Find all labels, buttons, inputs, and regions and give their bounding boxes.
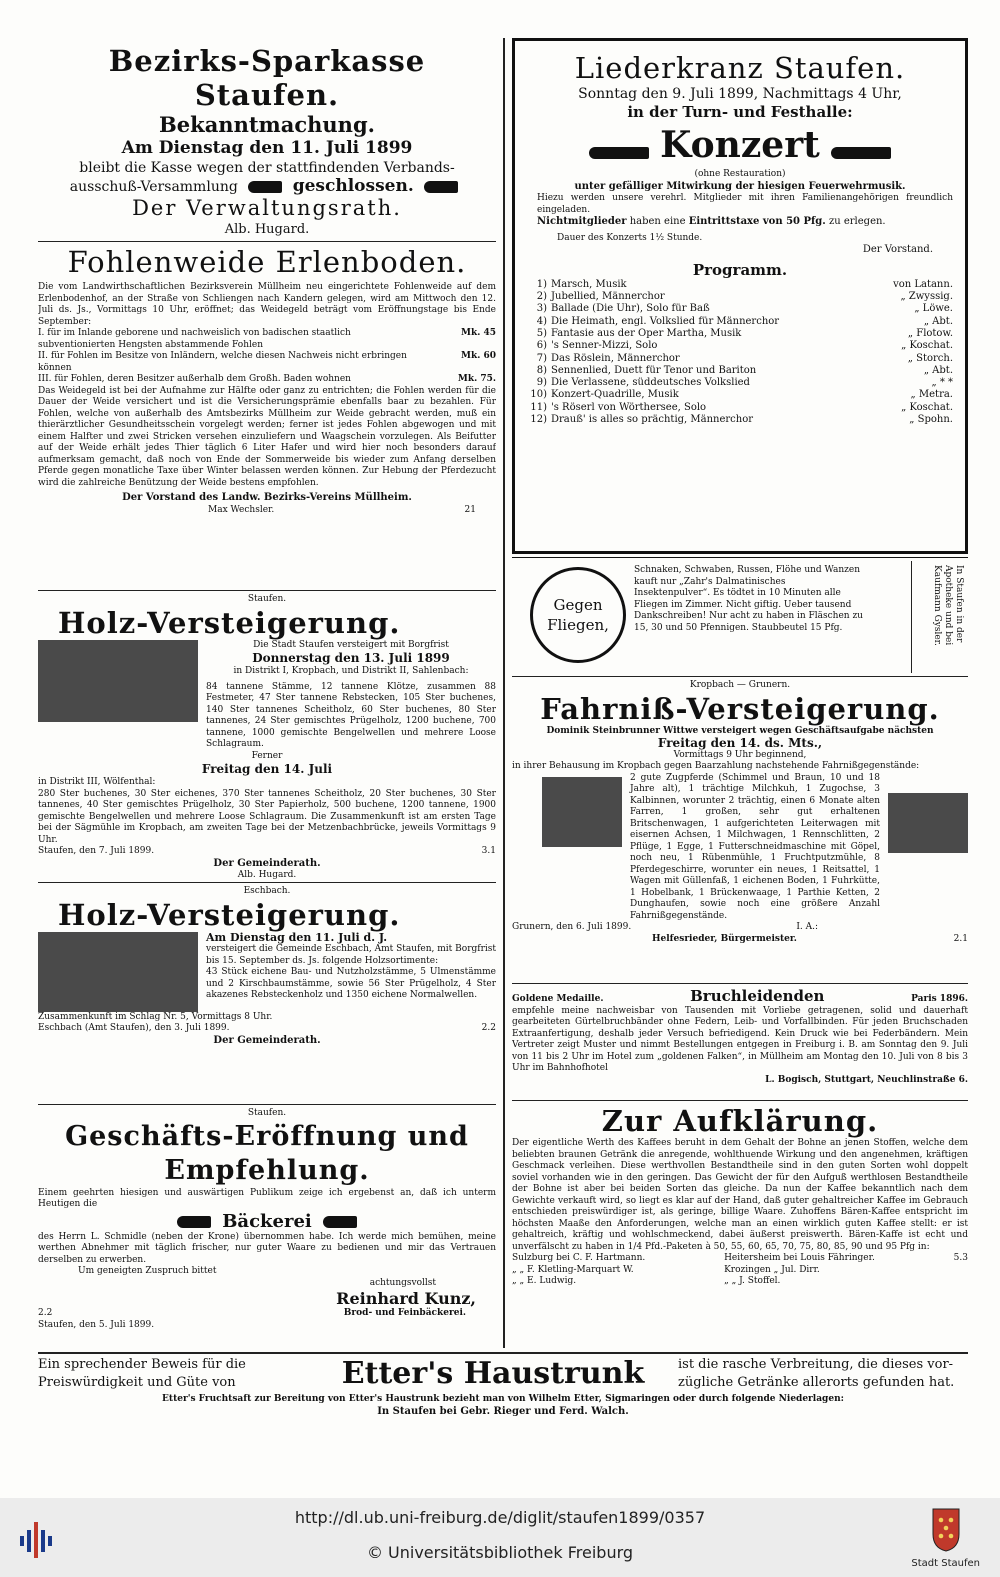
ad-text: Ein sprechender Beweis für die [38,1357,246,1372]
city-label: Stadt Staufen [911,1558,980,1569]
ad-title: Fohlenweide Erlenboden. [67,245,467,279]
program-work: Fantasie aus der Oper Martha, Musik [551,327,742,339]
ad-etter [38,1352,968,1444]
program-work: Marsch, Musik [551,278,627,290]
price-item-text: II. für Fohlen im Besitze von Inländern, welche diesen Nachweis nicht erbringen können [38,351,407,373]
program-number: 10) [530,389,547,401]
ad-holz-staufen [38,594,496,879]
ad-ia: I. A.: [796,922,818,933]
program-author: „ Spohn. [909,414,953,426]
ad-text: Sonntag den 9. Juli 1899, Nachmittags 4 Uhr, [578,86,902,102]
ad-text: in der Turn- und Festhalle: [627,103,853,121]
ad-text: des Herrn L. Schmidle (neben der Krone) übernommen habe. Ich werde mich bemühen, meine werthen Abnehmer mit täglich frischer, nur guter Waare zu bedienen und mir das Vertrauen derselben zu erwerben. [38,1231,496,1265]
vendor-table [512,1253,968,1288]
program-list [527,279,953,427]
program-work: 's Röserl von Wörthersee, Solo [551,401,707,413]
program-author: „ Storch. [907,352,953,364]
ad-text: Einem geehrten hiesigen und auswärtigen Publikum zeige ich ergebenst an, daß ich unterm Heutigen die [38,1187,496,1209]
pointing-hand-icon [831,147,891,159]
ad-title: Holz-Versteigerung. [58,605,401,640]
program-work: Die Verlassene, süddeutsches Volkslied [551,377,750,389]
ad-text: Zusammenkunft im Schlag Nr. 5, Vormittags 8 Uhr. [38,1011,273,1022]
program-item [527,365,953,377]
ad-text: Die Stadt Staufen versteigert mit Borgfrist [253,639,449,650]
ad-etter-row [38,1354,968,1394]
program-number: 5) [536,327,547,339]
ad-medal: Goldene Medaille. [512,994,604,1004]
program-author: „ Koschat. [901,340,953,352]
right-column [512,38,968,1314]
ad-text: Am Dienstag den 11. Juli 1899 [121,138,413,158]
vendor-item: Sulzburg bei C. F. Hartmann. [512,1253,646,1263]
program-item [527,402,953,414]
ad-text: 2 gute Zugpferde (Schimmel und Braun, 10 und 18 Jahre alt), 1 trächtige Milchkuh, 1 Zugochse, 3 Kalbinnen, worunter 2 trächtig, einen 6 Monate alten Farren, 1 großen, sehr gut erhaltenen Britschenwagen, 1 aufgerichteten Leiterwagen mit eisernen Achsen, 1 Milchwagen, 1 Rennschlitten, 2 Pflüge, 1 Egge, 1 Futterschneidmaschine mit Göpel, noch neu, 1 Rübenmühle, 1 Fruchtputzmühle, 8 Pferdegeschirre, worunter ein neues, 1 Reitsattel, 1 Wagen mit Güllenfaß, 1 eichenen Boden, 1 Fuhrkütte, 1 Hobelbank, 1 Brückenwaage, 1 Parthie Ketten, 2 Dunghaufen, sowie noch eine größere Anzahl Fahrnißgegenstände. [630,772,880,921]
ad-bruchleidende [512,987,968,1097]
vendor-col-left [512,1253,645,1288]
ad-text-row [38,177,496,196]
cow-image [888,793,968,853]
ad-subtitle: Bekanntmachung. [159,112,375,137]
vendor-col-right [724,1253,875,1288]
pointing-hand-icon [248,181,282,193]
ad-sign: Alb. Hugard. [224,222,310,237]
ad-footer-row [38,505,496,517]
ad-sign: Helfesrieder, Bürgermeister. [652,933,797,944]
ad-footer-row [512,934,968,946]
horse-image [542,777,622,847]
ad-date: Staufen, den 7. Juli 1899. [38,846,155,856]
pointing-hand-icon [589,147,649,159]
program-number: 8) [536,364,547,376]
ad-title: Empfehlung. [164,1154,370,1186]
program-number: 11) [530,401,547,413]
ad-fliegen [512,561,968,673]
ad-text: Das Weidegeld ist bei der Aufnahme zur Hälfte oder ganz zu entrichten; die Fohlen werden für die Dauer der Weide versichert und ist die Versicherungsprämie ebenfalls baar zu bezahlen. Für Fohlen, welche von außerhalb des Amtsbezirks Müllheim zur Weide gebracht werden, muß ein thierärztlicher Gesundheitsschein vorgelegt werden; ferner ist jedes Fohlen abgewogen und mit einem Halfter und zwei Stricken versehen einzuliefern und Waagschein vorzulegen. Als Beifutter auf der Weide erhält jedes Thier täglich 6 Liter Hafer und wird hier noch besonders darauf aufmerksam gemacht, daß noch von Ende der Sommerweide bis wieder zum Anfang derselben Pferde gegen monatliche Taxe über Winter belassen werden können. Zur Hebung der Pferdezucht wird die zahlreiche Benützung der Weide bestens empfohlen. [38,385,496,488]
ad-sign: L. Bogisch, Stuttgart, Neuchlinstraße 6. [765,1074,968,1085]
viewer-footer [0,1498,1000,1577]
program-number: 1) [536,278,547,290]
vendor-item: „ „ J. Stoffel. [724,1276,781,1286]
price-item-price: Mk. 60 [461,351,496,361]
ad-number: 5.3 [953,1253,968,1263]
ad-sign: Der Vorstand des Landw. Bezirks-Vereins Müllheim. [122,492,412,503]
program-author: „ Löwe. [914,303,953,315]
ad-text: haben eine [629,216,686,228]
ad-text: Eintrittstaxe von 50 Pfg. [688,216,826,228]
city-crest-icon [932,1508,960,1552]
ad-header-text [206,932,496,1012]
ad-text: versteigert die Gemeinde Eschbach, Amt Staufen, mit Borgfrist bis 15. September ds. Js. folgende Holzsortimente: [206,944,496,966]
ad-shop-row [38,1211,496,1232]
ad-text: Nichtmitglieder [537,216,627,228]
program-item [527,414,953,426]
ad-brand: Etter's Haustrunk [341,1356,645,1391]
vendor-item: Krozingen „ Jul. Dirr. [724,1264,820,1275]
woodcut-image [38,640,198,722]
ad-text: Hiezu werden unsere verehrl. Mitglieder mit ihren Familienangehörigen freundlich eingeladen. [537,193,953,215]
ad-date: Grunern, den 6. Juli 1899. [512,922,632,933]
ad-text: Um geneigten Zuspruch bittet [78,1266,217,1276]
ad-fliegen-row [512,561,968,663]
ad-number: 2.1 [953,933,968,944]
program-number: 9) [536,377,547,389]
program-author: „ Metra. [910,389,953,401]
ad-konzert-row [527,125,953,165]
ad-sign-name: Alb. Hugard. [237,870,297,879]
program-number: 4) [536,315,547,327]
ad-number: 2.2 [481,1023,496,1033]
price-item [38,374,496,386]
ad-fahrniss [512,680,968,980]
ad-text: In Staufen bei Gebr. Rieger und Ferd. Walch. [377,1405,629,1417]
ad-liederkranz [512,38,968,554]
ad-text: Freitag den 14. Juli [201,762,333,776]
ad-circle: Gegen Fliegen, [530,567,626,663]
ad-vertical-note: In Staufen in der Apotheke und bei Kaufmann Gysler. [911,561,968,673]
price-item [38,351,496,374]
program-number: 2) [536,291,547,303]
ad-shop: Bäckerei [222,1210,312,1232]
ad-header-block [38,932,496,1012]
program-author: „ Abt. [923,364,953,376]
program-author: von Latann. [893,278,953,290]
pointing-hand-icon [177,1216,211,1228]
ad-footer-row [512,922,968,934]
ad-text: in Distrikt I, Kropbach, und Distrikt II, Sahlenbach: [233,666,469,676]
ad-place: Kropbach — Grunern. [689,680,791,690]
program-item [527,291,953,303]
ad-sign: Der Gemeinderath. [213,857,321,869]
program-work: Drauß' is alles so prächtig, Männerchor [551,414,754,426]
ad-text: Vormittags 9 Uhr beginnend, [673,749,807,760]
ad-text: Am Dienstag den 11. Juli d. J. [206,930,388,944]
price-item-price: Mk. 45 [461,328,496,338]
ad-trade: Brod- und Feinbäckerei. [343,1308,466,1318]
program-item [527,328,953,340]
ad-text: Der eigentliche Werth des Kaffees beruht in dem Gehalt der Bohne an jenen Stoffen, welche dem beliebten braunen Getränk die anregende, wohlthuende Wirkung und den angenehmen, kräftigen Geschmack verleihen. Diese werthvollen Bestandtheile sind in den guten Sorten wohl doppelt soviel vorhanden wie in den geringen. Das Gewicht der für den Aufguß werthlosen Bestandtheile der Bohne ist aber bei beiden Sorten das gleiche. Da nun der Kaffee bekanntlich nach dem Gewichte verkauft wird, so liegt es klar auf der Hand, daß guter gehaltreicher Kaffee im Gebrauch entschieden preiswürdiger ist, als geringe, billige Waare. Zuhoffens Bären-Kaffee entspricht im höchsten Maaße den Anforderungen, welche man an einen wirklich guten Kaffee stellt: er ist gehaltreich, kräftig und wohlschmeckend, dabei äußerst preiswerth. Bären-Kaffe ist echt und unverfälscht zu haben in 1/4 Pfd.-Paketen à 50, 55, 60, 65, 70, 75, 80, 85, 90 und 95 Pfg in: [512,1138,968,1252]
price-item [38,328,496,351]
ad-text: 84 tannene Stämme, 12 tannene Klötze, zusammen 88 Festmeter, 47 Ster tannene Rebstecken, 105 Ster buchenes, 140 Ster tannenes Scheitholz, 60 Ster buchenes, 80 Ster tannenes, 24 Ster gemischtes Prügelholz, 1200 buchene, 700 tannene, 1000 gemischte Bengelwellen und mehrere Loose Schlagraum. [206,681,496,749]
ad-title: Geschäfts-Eröffnung und [65,1120,469,1152]
program-item [527,303,953,315]
ad-text: ausschuß-Versammlung [69,179,238,195]
program-work: Ballade (Die Uhr), Solo für Baß [551,303,710,315]
ad-closing: achtungsvollst [369,1277,436,1288]
vendor-item: Heitersheim bei Louis Fähringer. [724,1253,875,1263]
program-author: „ * * [931,377,953,389]
price-list [38,328,496,386]
ad-geschaeftseroeffnung [38,1108,496,1348]
ad-number: 3.1 [481,846,496,856]
ad-text: Ferner [251,750,283,761]
ad-title: Bezirks-Sparkasse Staufen. [108,44,426,112]
ad-etter-right [678,1356,968,1392]
ad-text: in ihrer Behausung im Kropbach gegen Baarzahlung nachstehende Fahrnißgegenstände: [512,761,920,772]
ad-footer-row [38,1023,496,1035]
ad-text: Preiswürdigkeit und Güte von [38,1375,236,1390]
price-item-price: Mk. 75. [457,374,496,384]
ad-fohlenweide [38,245,496,587]
vendor-item: „ „ E. Ludwig. [512,1276,577,1286]
ad-text: Freitag den 14. ds. Mts., [657,736,823,750]
program-author: „ Abt. [923,315,953,327]
ad-text: Dominik Steinbrunner Wittwe versteigert wegen Geschäftsaufgabe nächsten [546,725,934,736]
ad-sign-name: Reinhard Kunz, [336,1289,476,1308]
ad-text: in Distrikt III, Wölfenthal: [38,777,156,787]
program-number: 12) [530,414,547,426]
ad-text: Die vom Landwirthschaftlichen Bezirksverein Müllheim neu eingerichtete Fohlenweide auf dem Erlenbodenhof, an der Straße von Schliengen nach Kandern gelegen, wird am Mittwoch den 12. Juli ds. Js., Vormittags 10 Uhr, eröffnet; das Weidegeld beträgt vom Eröffnungstage bis Ende September: [38,282,496,327]
ad-title: Holz-Versteigerung. [58,897,401,932]
ad-text: unter gefälliger Mitwirkung der hiesigen Feuerwehrmusik. [574,180,906,192]
ad-text: 280 Ster buchenes, 30 Ster eichenes, 370 Ster tannenes Scheitholz, 20 Ster buchenes, 30 Ster tannenes, 40 Ster gemischtes Prügelholz, 30 Ster Papierholz, 500 buchene, 1200 tannene, 1900 gemischte Bengelwellen und mehrere Loose Schlagraum. Die Zusammenkunft ist am ersten Tage bei der Sägmühle im Kropbach, am zweiten Tage bei der Metzenbachbrücke, jeweils Vormittags 9 Uhr. [38,788,496,845]
ad-konzert: Konzert [660,124,820,166]
ad-place: Eschbach. [243,886,291,896]
ad-sign: Der Gemeinderath. [213,1034,321,1046]
ad-text: empfehle meine nachweisbar von Tausenden mit Vorliebe getragenen, solid und dauerhaft gearbeiteten Gürtelbruchbänder ohne Federn, Leib- und Vorfallbinden. Für jeden Bruchschaden Extraanfertigung, deshalb jeder Versuch befriedigend. Kein Druck wie bei Federbändern. Mein Vertreter zeigt Muster und nimmt Bestellungen entgegen in Freiburg i. B. am Sonntag den 9. Juli von 11 bis 2 Uhr im Hotel zum „goldenen Falken“, in Müllheim am Montag den 10. Juli von 8 bis 3 Uhr im Bahnhofhotel [512,1005,968,1073]
ad-text: Donnerstag den 13. Juli 1899 [252,651,450,665]
program-author: „ Flotow. [907,327,953,339]
ad-title: Bruchleidenden [690,987,825,1005]
program-number: 7) [536,352,547,364]
ad-body [512,773,968,923]
ad-number: 2.2 [38,1308,53,1318]
ad-date: Eschbach (Amt Staufen), den 3. Juli 1899. [38,1023,230,1033]
program-number: 3) [536,303,547,315]
ad-place: Staufen. [247,594,287,604]
program-item [527,377,953,389]
vendor-item: „ „ F. Kletling-Marquart W. [512,1264,634,1275]
ad-sparkasse [38,38,496,238]
ad-footer-row [38,1308,496,1320]
price-item-text: III. für Fohlen, deren Besitzer außerhalb dem Großh. Baden wohnen [38,374,351,384]
page-url[interactable]: http://dl.ub.uni-freiburg.de/diglit/staufen1899/0357 [294,1508,706,1527]
ad-paris: Paris 1896. [911,994,968,1004]
program-item [527,353,953,365]
ad-holz-eschbach [38,886,496,1101]
ad-text: 43 Stück eichene Bau- und Nutzholzstämme, 5 Ulmenstämme und 2 Kirschbaumstämme, sowie 56 Ster Prügelholz, 4 Ster akazenes Rebsteckenholz und 1350 eichene Normalwellen. [206,967,496,1001]
program-item [527,389,953,401]
program-item [527,279,953,291]
ad-text: geschlossen. [292,176,414,196]
program-title: Programm. [692,260,788,279]
ad-header-row [512,987,968,1006]
ad-sign: Der Vorstand. [862,244,933,256]
program-item [527,316,953,328]
copyright-text: © Universitätsbibliothek Freiburg [366,1543,634,1562]
ad-agent: Max Wechsler. [208,504,275,515]
program-work: Jubellied, Männerchor [551,291,665,303]
ad-text: zügliche Getränke allerorts gefunden hat. [678,1375,955,1390]
ad-date: Staufen, den 5. Juli 1899. [38,1319,155,1330]
ad-text: Schnaken, Schwaben, Russen, Flöhe und Wanzen kauft nur „Zahr's Dalmatinisches Insektenpulver“. Es tödtet in 10 Minuten alle Fliegen im Zimmer. Nicht giftig. Ueber tausend Dankschreiben! Nur acht zu haben in Fläschen zu 15, 30 und 50 Pfennigen. Staubbeutel 15 Pfg. [634,565,863,633]
ad-title: Zur Aufklärung. [601,1104,879,1138]
program-work: 's Senner-Mizzi, Solo [551,340,658,352]
left-column [38,38,496,1348]
program-author: „ Zwyssig. [900,291,953,303]
column-divider [503,38,505,1348]
program-work: Sennenlied, Duett für Tenor und Bariton [551,364,757,376]
ad-title: Fahrniß-Versteigerung. [540,691,940,726]
program-work: Konzert-Quadrille, Musik [551,389,679,401]
ad-text: zu erlegen. [828,216,886,228]
price-item-text: I. für im Inlande geborene und nachweislich von badischen staatlich subventionierten Hengsten abstammende Fohlen [38,328,351,350]
pointing-hand-icon [323,1216,357,1228]
program-work: Die Heimath, engl. Volkslied für Männerchor [551,315,780,327]
ad-aufklaerung [512,1104,968,1314]
ad-text: ist die rasche Verbreitung, die dieses vor- [678,1357,954,1372]
ad-etter-left [38,1356,308,1392]
ad-text: Dauer des Konzerts 1½ Stunde. [557,232,703,243]
ad-org: Der Verwaltungsrath. [132,196,402,220]
program-author: „ Koschat. [901,401,953,413]
pointing-hand-icon [424,181,458,193]
program-number: 6) [536,340,547,352]
program-work: Das Röslein, Männerchor [551,352,680,364]
ad-text: bleibt die Kasse wegen der stattfindenden Verbands- [79,160,455,176]
ad-number: 21 [464,504,476,515]
ad-place: Staufen. [247,1108,287,1118]
ad-footer-row [38,846,496,858]
ad-text: Etter's Fruchtsaft zur Bereitung von Etter's Haustrunk bezieht man von Wilhelm Etter, Sigmaringen oder durch folgende Niederlagen: [162,1394,844,1404]
ad-text-row [527,216,953,229]
ad-title: Liederkranz Staufen. [574,51,906,85]
program-item [527,340,953,352]
woodcut-image [38,932,198,1012]
ad-text: (ohne Restauration) [694,169,786,179]
